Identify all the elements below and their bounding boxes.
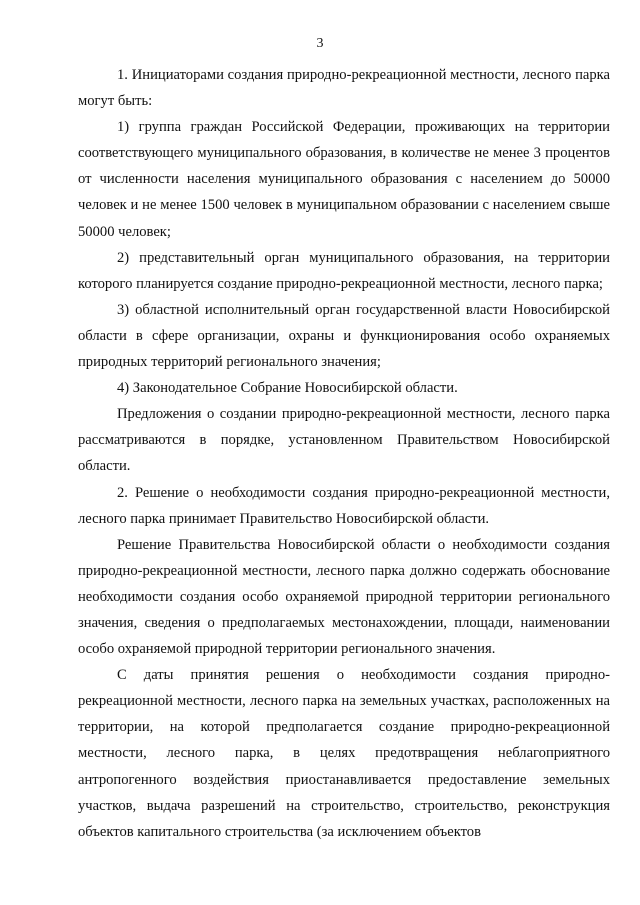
paragraph-decision-content: Решение Правительства Новосибирской области о необходимости создания природно-рекреационной местности, лесного парка должно содержать обоснование необходимости создания особо охраняемой природной территории регионального значения, сведения о предполагаемых местонахождении, площади, наименовании особо охраняемой природной территории регионального значения.	[78, 536, 610, 658]
paragraph-decision: 2. Решение о необходимости создания природно-рекреационной местности, лесного парка принимает Правительство Новосибирской области.	[78, 484, 610, 527]
paragraph-suspension: С даты принятия решения о необходимости создания природно-рекреационной местности, лесного парка на земельных участках, расположенных на территории, на которой предполагается создание природно-рекреационной местности, лесного парка, в целях предотвращения неблагоприятного антропогенного воздействия приостанавливается предоставление земельных участков, выдача разрешений на строительство, строительство, реконструкция объектов капитального строительства (за исключением объектов	[78, 667, 610, 840]
paragraph-initiators: 1. Инициаторами создания природно-рекреационной местности, лесного парка могут быть:	[78, 67, 610, 110]
paragraph-item-2: 2) представительный орган муниципального образования, на территории которого планируется создание природно-рекреационной местности, лесного парка;	[78, 249, 610, 292]
paragraph-item-4: 4) Законодательное Собрание Новосибирской области.	[117, 380, 458, 397]
paragraph-item-3: 3) областной исполнительный орган государственной власти Новосибирской области в сфере организации, охраны и функционирования особо охраняемых природных территорий регионального значения;	[78, 301, 610, 371]
page-number: 3	[316, 36, 324, 51]
document-body	[78, 62, 610, 845]
paragraph-proposals: Предложения о создании природно-рекреационной местности, лесного парка рассматриваются в порядке, установленном Правительством Новосибирской области.	[78, 406, 610, 475]
paragraph-item-1: 1) группа граждан Российской Федерации, проживающих на территории соответствующего муниципального образования, в количестве не менее 3 процентов от численности населения муниципального образования с населением до 50000 человек и не менее 1500 человек в муниципальном образовании с населением свыше 50000 человек;	[78, 119, 610, 240]
